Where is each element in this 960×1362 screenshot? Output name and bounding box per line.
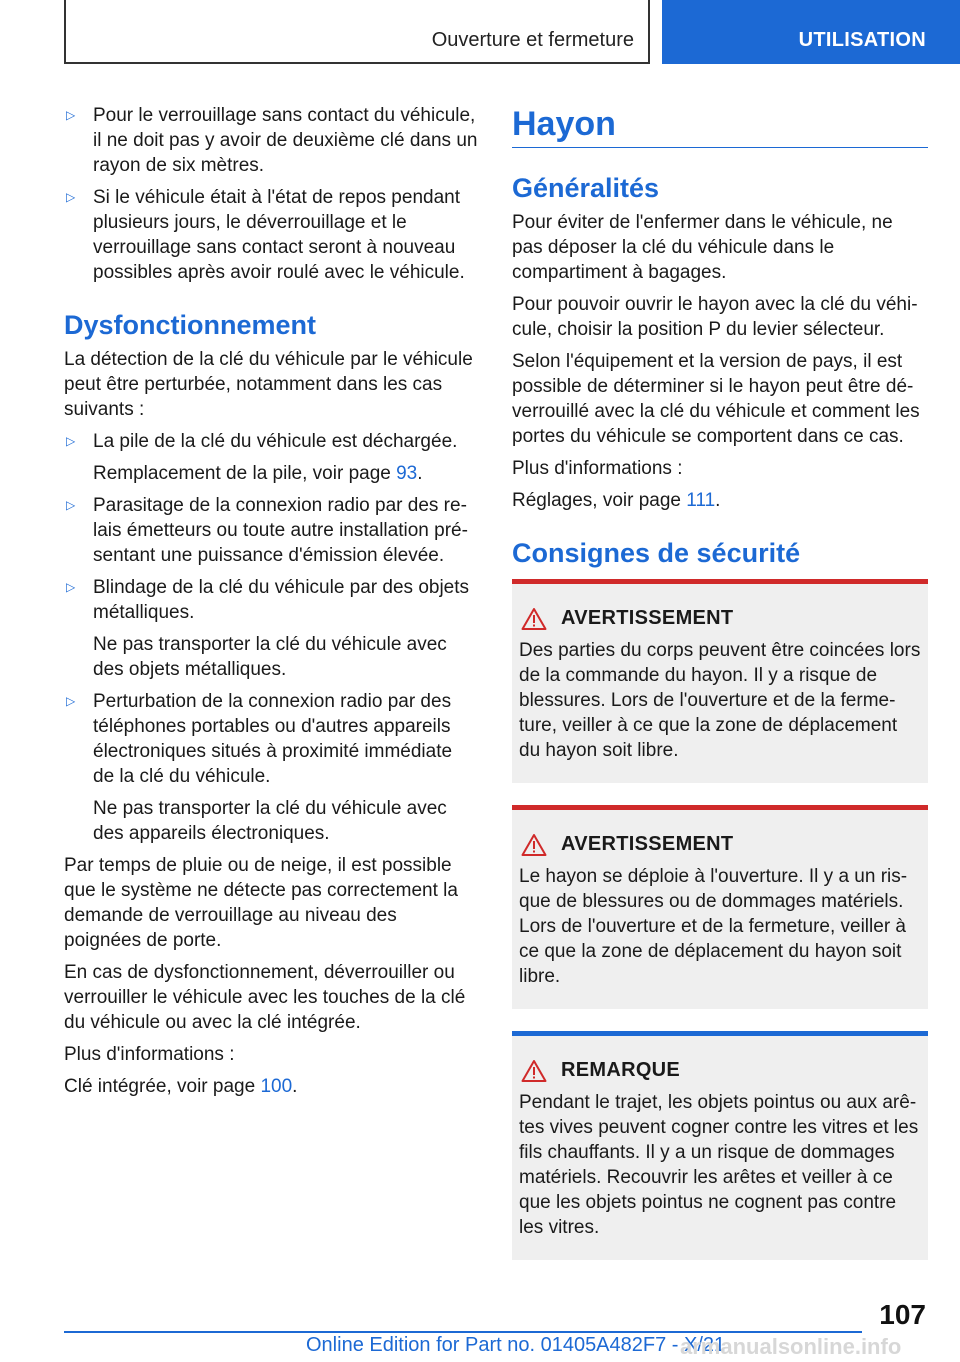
bullet-triangle-icon: ▷ bbox=[66, 694, 76, 708]
list-subtext: Ne pas transporter la clé du véhicule avec des objets métalliques. bbox=[93, 634, 447, 680]
section-heading: Dysfonctionnement bbox=[64, 310, 317, 340]
paragraph: Par temps de pluie ou de neige, il est possible que le système ne détecte pas correctement la demande de verrouillage au niveau des poignées de porte. bbox=[64, 855, 458, 951]
page-link[interactable]: 100 bbox=[260, 1076, 293, 1097]
list-item: ▷ La pile de la clé du véhicule est déchargée. bbox=[66, 431, 458, 452]
left-column bbox=[64, 103, 478, 1106]
section-title: UTILISATION bbox=[798, 29, 926, 51]
warning-triangle-icon bbox=[521, 833, 547, 857]
warning-triangle-icon bbox=[521, 607, 547, 631]
paragraph: Selon l'équipement et la version de pays, il est possible de déterminer si le hayon peut être déverrouillé avec la clé du véhicule et comment les portes du véhicule se comportent dans ce cas. bbox=[512, 351, 920, 447]
bullet-triangle-icon: ▷ bbox=[66, 434, 76, 448]
warning-box bbox=[512, 805, 928, 1009]
edition-text: Online Edition for Part no. 01405A482F7 - X/21 bbox=[306, 1334, 726, 1356]
notice-text: Pendant le trajet, les objets pointus ou aux arêtes vives peuvent cogner contre les vitres et les fils chauffants. Il y a un risque de dommages matériels. Recouvrir les arêtes et veiller à ce que les objets pointus ne cognent pas contre les vitres. bbox=[519, 1092, 919, 1238]
notice-box bbox=[512, 1031, 928, 1260]
warning-box bbox=[512, 579, 928, 783]
paragraph: Clé intégrée, voir page 100. bbox=[64, 1076, 298, 1097]
page-link[interactable]: 93 bbox=[396, 463, 418, 484]
list-item: ▷ Parasitage de la connexion radio par des relais émetteurs ou toute autre installation présentant une puissance d'émission élevée. bbox=[66, 495, 468, 566]
warning-triangle-icon bbox=[521, 1059, 547, 1083]
notice-title: REMARQUE bbox=[561, 1059, 681, 1081]
page-number: 107 bbox=[879, 1299, 926, 1330]
warning-text: Des parties du corps peuvent être coincées lors de la commande du hayon. Il y a risque de blessures. Lors de l'ouverture et de la fermeture, veiller à ce que la zone de déplacement du hayon soit libre. bbox=[519, 640, 921, 761]
warning-title: AVERTISSEMENT bbox=[561, 833, 734, 855]
paragraph: Pour pouvoir ouvrir le hayon avec la clé du véhicule, choisir la position P du levier sélecteur. bbox=[512, 294, 918, 340]
bullet-triangle-icon: ▷ bbox=[66, 108, 76, 122]
bullet-triangle-icon: ▷ bbox=[66, 580, 76, 594]
right-column bbox=[512, 103, 928, 1282]
warning-header bbox=[519, 832, 921, 857]
paragraph: Pour éviter de l'enfermer dans le véhicule, ne pas déposer la clé du véhicule dans le compartiment à bagages. bbox=[512, 212, 893, 283]
page-link[interactable]: 111 bbox=[686, 490, 716, 511]
warning-title: AVERTISSEMENT bbox=[561, 607, 734, 629]
paragraph: En cas de dysfonctionnement, déverrouiller ou verrouiller le véhicule avec les touches de la clé du véhicule ou avec la clé intégrée. bbox=[64, 962, 466, 1033]
list-item: ▷ Blindage de la clé du véhicule par des objets métalliques. bbox=[66, 577, 470, 623]
section-heading: Généralités bbox=[512, 173, 660, 203]
list-item: ▷ Perturbation de la connexion radio par des téléphones portables ou d'autres appareils électroniques situés à proximité immédiate de la clé du véhicule. bbox=[66, 691, 453, 787]
warning-header bbox=[519, 606, 921, 631]
bullet-triangle-icon: ▷ bbox=[66, 190, 76, 204]
watermark: armanualsonline.info bbox=[680, 1334, 902, 1359]
warning-text: Le hayon se déploie à l'ouverture. Il y a un risque de blessures ou de dommages matériels. Lors de l'ouverture et de la fermeture, veiller à ce que la zone de déplacement du hayon soit libre. bbox=[519, 866, 908, 987]
paragraph: Plus d'informations : bbox=[64, 1044, 235, 1065]
bullet-triangle-icon: ▷ bbox=[66, 498, 76, 512]
notice-header bbox=[519, 1058, 921, 1083]
footer-divider bbox=[64, 1331, 862, 1333]
section-heading: Consignes de sécurité bbox=[512, 538, 801, 568]
list-subtext: Ne pas transporter la clé du véhicule avec des appareils électroniques. bbox=[93, 798, 447, 844]
paragraph: La détection de la clé du véhicule par le véhicule peut être perturbée, notamment dans les cas suivants : bbox=[64, 349, 473, 420]
list-item: ▷ Si le véhicule était à l'état de repos pendant plusieurs jours, le déverrouillage et le verrouillage sans contact seront à nouveau possibles après avoir roulé avec le véhicule. bbox=[66, 187, 465, 283]
chapter-title: Ouverture et fermeture bbox=[431, 29, 634, 51]
paragraph: Plus d'informations : bbox=[512, 458, 683, 479]
section-header bbox=[662, 0, 960, 64]
list-item: ▷ Pour le verrouillage sans contact du véhicule, il ne doit pas y avoir de deuxième clé dans un rayon de six mètres. bbox=[66, 105, 478, 176]
chapter-header bbox=[64, 0, 650, 64]
page-title: Hayon bbox=[512, 103, 928, 148]
list-subtext: Remplacement de la pile, voir page 93. bbox=[93, 463, 423, 484]
paragraph: Réglages, voir page 111. bbox=[512, 490, 721, 511]
